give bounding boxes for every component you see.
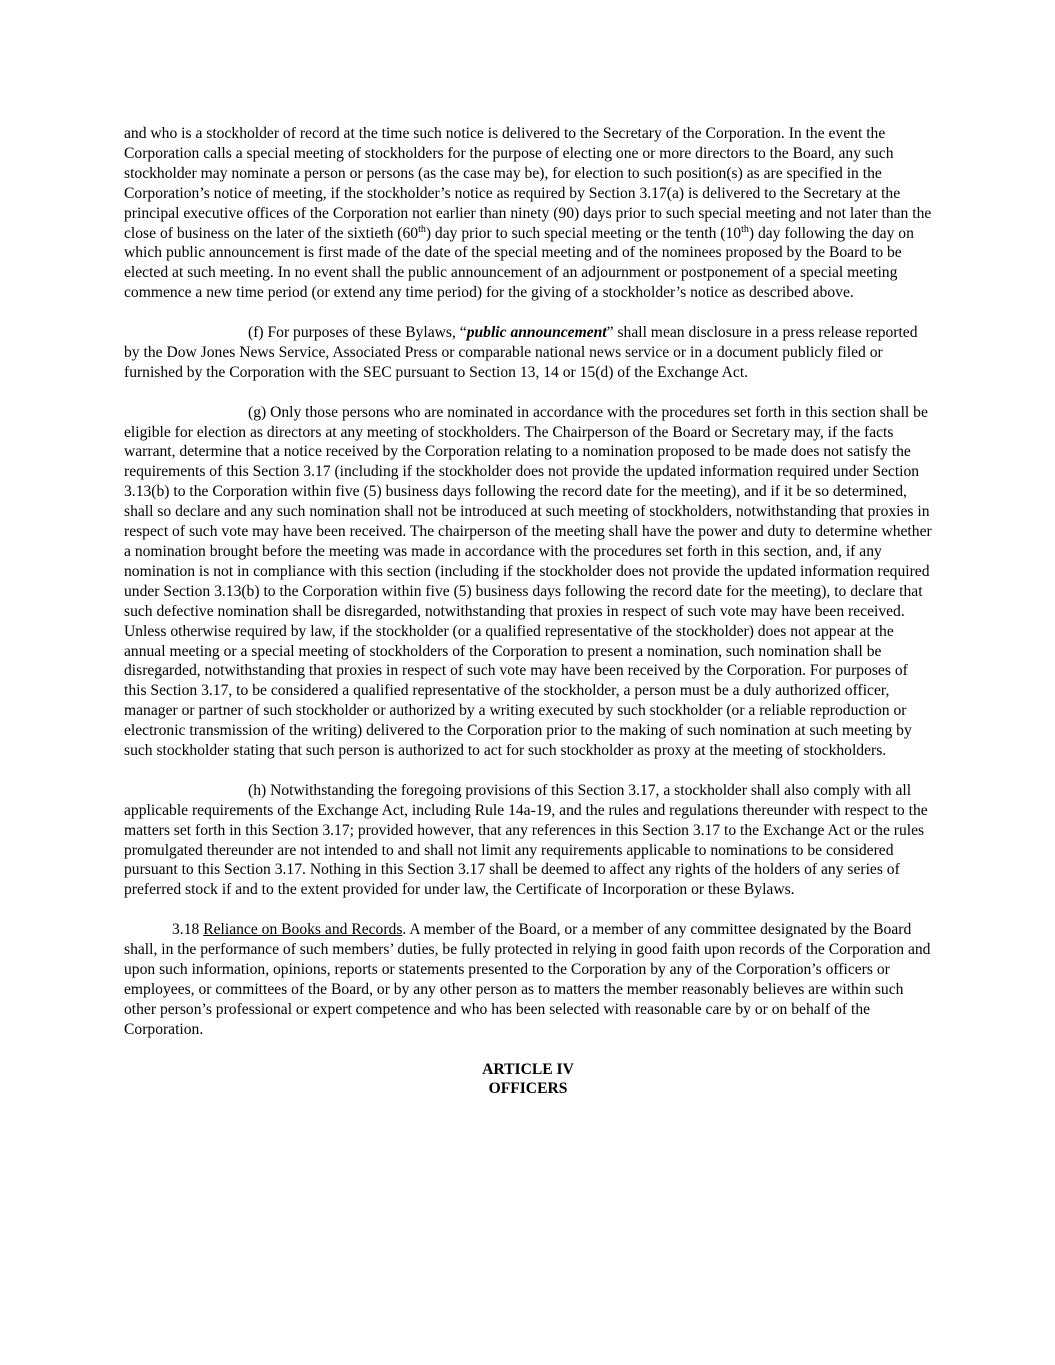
article-heading [124, 1060, 932, 1100]
text-segment: ) day following the day on which public announcement is first made of the date of the special meeting and of the nominees proposed by the Board to be elected at such meeting. In no event shall the public announcement of an adjournment or postponement of a special meeting commence a new time period (or extend any time period) for the giving of a stockholder’s notice as described above. [124, 224, 914, 302]
text-segment: . A member of the Board, or a member of any committee designated by the Board shall, in the performance of such members’ duties, be fully protected in relying in good faith upon records of the Corporation and upon such information, opinions, reports or statements presented to the Corporation by any of the Corporation’s officers or employees, or committees of the Board, or by any other person as to matters the member reasonably believes are within such other person’s professional or expert competence and who has been selected with reasonable care by or on behalf of the Corporation. [124, 921, 931, 1038]
ordinal-superscript: th [418, 223, 426, 235]
section-heading: Reliance on Books and Records [203, 921, 403, 939]
paragraph-special-meeting-nominations [124, 124, 932, 303]
paragraph-h-exchange-act: (h) Notwithstanding the foregoing provisions of this Section 3.17, a stockholder shall also comply with all applicable requirements of the Exchange Act, including Rule 14a-19, and the rules and regulations thereunder with respect to the matters set forth in this Section 3.17; provided however, that any references in this Section 3.17 to the Exchange Act or the rules promulgated thereunder are not intended to and shall not limit any requirements applicable to nominations to be considered pursuant to this Section 3.17. Nothing in this Section 3.17 shall be deemed to affect any rights of the holders of any series of preferred stock if and to the extent provided for under law, the Certificate of Incorporation or these Bylaws. [124, 781, 928, 899]
defined-term: public announcement [466, 324, 607, 342]
text-segment: ) day prior to such special meeting or the tenth (10 [425, 224, 742, 242]
article-number: ARTICLE IV [482, 1060, 574, 1078]
section-number: 3.18 [172, 921, 200, 939]
text-segment: ” shall mean disclosure in a press release reported by the Dow Jones News Service, Associated Press or comparable national news service or in a document publicly filed or furnished by the Corporation with the SEC pursuant to Section 13, 14 or 15(d) of the Exchange Act. [124, 324, 918, 381]
paragraph-g-eligibility: (g) Only those persons who are nominated in accordance with the procedures set forth in this section shall be eligible for election as directors at any meeting of stockholders. The Chairperson of the Board or Secretary may, if the facts warrant, determine that a notice received by the Corporation relating to a nomination proposed to be made does not satisfy the requirements of this Section 3.17 (including if the stockholder does not provide the updated information required under Section 3.13(b) to the Corporation within five (5) business days following the record date for the meeting), and if it be so determined, shall so declare and any such nomination shall not be introduced at such meeting of stockholders, notwithstanding that proxies in respect of such vote may have been received. The chairperson of the meeting shall have the power and duty to determine whether a nomination brought before the meeting was made in accordance with the procedures set forth in this section, and, if any nomination is not in compliance with this section (including if the stockholder does not provide the updated information required under Section 3.13(b) to the Corporation within five (5) business days following the record date for the meeting), to declare that such defective nomination shall be disregarded, notwithstanding that proxies in respect of such vote may have been received. Unless otherwise required by law, if the stockholder (or a qualified representative of the stockholder) does not appear at the annual meeting or a special meeting of stockholders of the Corporation to present a nomination, such nomination shall be disregarded, notwithstanding that proxies in respect of such vote may have been received by the Corporation. For purposes of this Section 3.17, to be considered a qualified representative of the stockholder, a person must be a duly authorized officer, manager or partner of such stockholder or authorized by a writing executed by such stockholder (or a reliable reproduction or electronic transmission of the writing) delivered to the Corporation prior to the making of such nomination at such meeting by such stockholder stating that such person is authorized to act for such stockholder as proxy at the meeting of stockholders. [124, 403, 932, 760]
article-title: OFFICERS [488, 1080, 568, 1098]
document-page [124, 124, 932, 1099]
ordinal-superscript: th [741, 223, 749, 235]
text-segment: and who is a stockholder of record at the time such notice is delivered to the Secretary of the Corporation. In the event the Corporation calls a special meeting of stockholders for the purpose of electing one or more directors to the Board, any such stockholder may nominate a person or persons (as the case may be), for election to such position(s) as are specified in the Corporation’s notice of meeting, if the stockholder’s notice as required by Section 3.17(a) is delivered to the Secretary at the principal executive offices of the Corporation not earlier than ninety (90) days prior to such special meeting and not later than the close of business on the later of the sixtieth (60 [124, 125, 932, 242]
section-3-18-reliance [124, 920, 932, 1039]
paragraph-f-public-announcement [124, 323, 932, 383]
text-segment: (f) For purposes of these Bylaws, “ [248, 324, 467, 342]
